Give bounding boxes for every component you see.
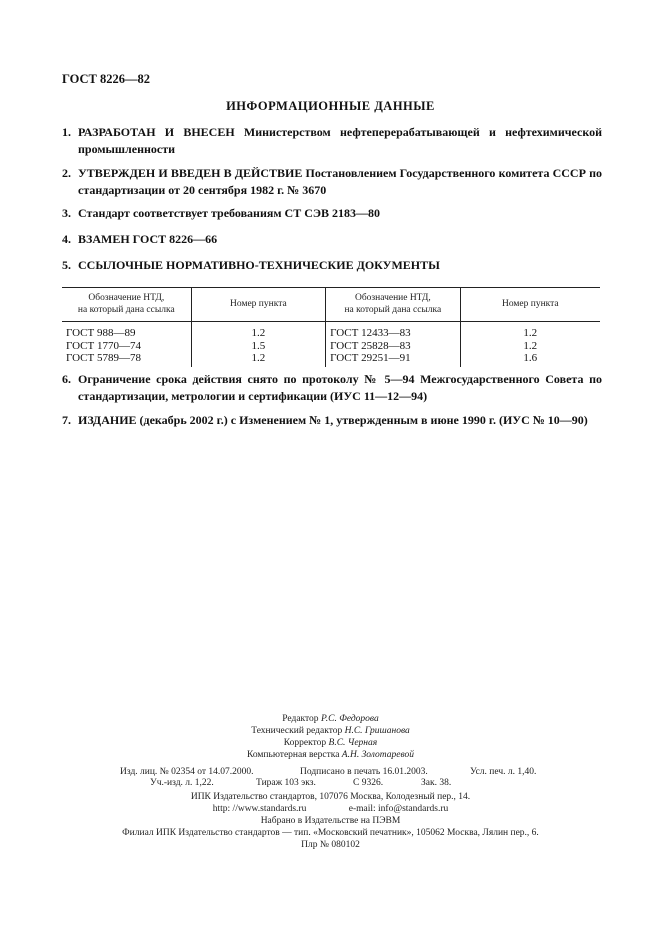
- table-cell-clause: 1.2: [191, 322, 326, 340]
- credit-name: А.Н. Золотаревой: [341, 750, 415, 760]
- credit-role: Технический редактор: [251, 726, 343, 736]
- item-text: Ограничение срока действия снято по протоколу № 5—94 Межгосударственного Совета по стандартизации, метрологии и сертификации (ИУС 11—12—94): [78, 372, 602, 403]
- table-row: [62, 340, 600, 353]
- credit-role: Корректор: [283, 738, 327, 748]
- header-line: Обозначение НТД,: [354, 293, 431, 303]
- credit-proofreader: [0, 737, 661, 749]
- credit-role: Редактор: [282, 714, 319, 724]
- item-text: ВЗАМЕН ГОСТ 8226—66: [78, 232, 218, 246]
- table-cell-clause: 1.5: [191, 340, 326, 353]
- c-number: С 9326.: [353, 778, 384, 788]
- table-row: [62, 352, 600, 367]
- credits-block: [0, 713, 661, 761]
- info-item-5: [62, 257, 602, 274]
- credit-tech-editor: [0, 725, 661, 737]
- standard-code: ГОСТ 8226—82: [62, 72, 151, 86]
- column-header-document: [326, 288, 461, 322]
- table-cell-document: ГОСТ 988—89: [66, 327, 136, 339]
- page-title: ИНФОРМАЦИОННЫЕ ДАННЫЕ: [226, 99, 435, 113]
- license-number: Изд. лиц. № 02354 от 14.07.2000.: [120, 767, 254, 777]
- print-sheets: Усл. печ. л. 1,40.: [470, 767, 537, 777]
- item-number: 2.: [62, 166, 71, 180]
- reference-documents-table: [62, 287, 600, 367]
- table-cell-clause: 1.2: [460, 340, 600, 353]
- item-number: 3.: [62, 206, 71, 220]
- credit-layout: [0, 749, 661, 761]
- column-header-clause: Номер пункта: [191, 288, 326, 322]
- info-item-7: [62, 412, 602, 429]
- item-number: 7.: [62, 413, 71, 427]
- credit-name: Р.С. Федорова: [320, 714, 379, 724]
- info-item-4: [62, 231, 602, 248]
- column-header-document: [62, 288, 191, 322]
- item-number: 5.: [62, 258, 71, 272]
- publisher-footer: [0, 791, 661, 851]
- item-text: УТВЕРЖДЕН И ВВЕДЕН В ДЕЙСТВИЕ Постановлением Государственного комитета СССР по стандартизации от 20 сентября 1982 г. № 3670: [78, 166, 602, 197]
- item-number: 4.: [62, 232, 71, 246]
- plr-number: Плр № 080102: [301, 840, 360, 850]
- print-run: Тираж 103 экз.: [256, 778, 316, 788]
- credit-role: Компьютерная верстка: [246, 750, 340, 760]
- header-line: на который дана ссылка: [344, 305, 442, 315]
- info-item-1: [62, 124, 602, 158]
- item-text: ИЗДАНИЕ (декабрь 2002 г.) с Изменением № 1, утвержденным в июне 1990 г. (ИУС № 10—90): [78, 413, 588, 427]
- table-cell-document: ГОСТ 1770—74: [66, 339, 141, 352]
- item-number: 1.: [62, 125, 71, 139]
- order-number: Зак. 38.: [421, 778, 452, 788]
- table-cell-clause: 1.6: [460, 352, 600, 367]
- table-cell-document: ГОСТ 12433—83: [326, 322, 461, 340]
- column-header-clause: Номер пункта: [460, 288, 600, 322]
- edu-sheets: Уч.-изд. л. 1,22.: [150, 778, 214, 788]
- typeset-note: Набрано в Издательстве на ПЭВМ: [260, 816, 401, 826]
- table-cell-clause: 1.2: [191, 352, 326, 367]
- table-cell-document: ГОСТ 25828—83: [326, 340, 461, 353]
- info-item-6: [62, 371, 602, 405]
- publisher-contacts: [0, 803, 661, 815]
- header-line: Обозначение НТД,: [88, 293, 165, 303]
- info-item-2: [62, 165, 602, 199]
- item-text: Стандарт соответствует требованиям СТ СЭВ 2183—80: [78, 206, 381, 220]
- item-text: ССЫЛОЧНЫЕ НОРМАТИВНО-ТЕХНИЧЕСКИЕ ДОКУМЕНТЫ: [78, 258, 440, 272]
- table-cell-document: ГОСТ 5789—78: [66, 352, 141, 364]
- table-row: [62, 322, 600, 340]
- table-cell-document: ГОСТ 29251—91: [326, 352, 461, 367]
- table-cell-clause: 1.2: [460, 322, 600, 340]
- item-number: 6.: [62, 372, 71, 386]
- item-text: РАЗРАБОТАН И ВНЕСЕН Министерством нефтеперерабатывающей и нефтехимической промышленности: [78, 125, 602, 156]
- credit-name: Н.С. Гришанова: [344, 726, 410, 736]
- publisher-email: e-mail: info@standards.ru: [348, 804, 449, 814]
- credit-name: В.С. Черная: [328, 738, 378, 748]
- signed-date: Подписано в печать 16.01.2003.: [300, 767, 428, 777]
- publisher-address: ИПК Издательство стандартов, 107076 Москва, Колодезный пер., 14.: [190, 792, 471, 802]
- credit-editor: [0, 713, 661, 725]
- publisher-website: http: //www.standards.ru: [212, 804, 307, 814]
- header-line: на который дана ссылка: [77, 305, 175, 315]
- table-header-row: [62, 288, 600, 322]
- info-item-3: [62, 205, 602, 222]
- printer-branch: Филиал ИПК Издательство стандартов — тип. «Московский печатник», 105062 Москва, Лялин пер., 6.: [122, 828, 539, 838]
